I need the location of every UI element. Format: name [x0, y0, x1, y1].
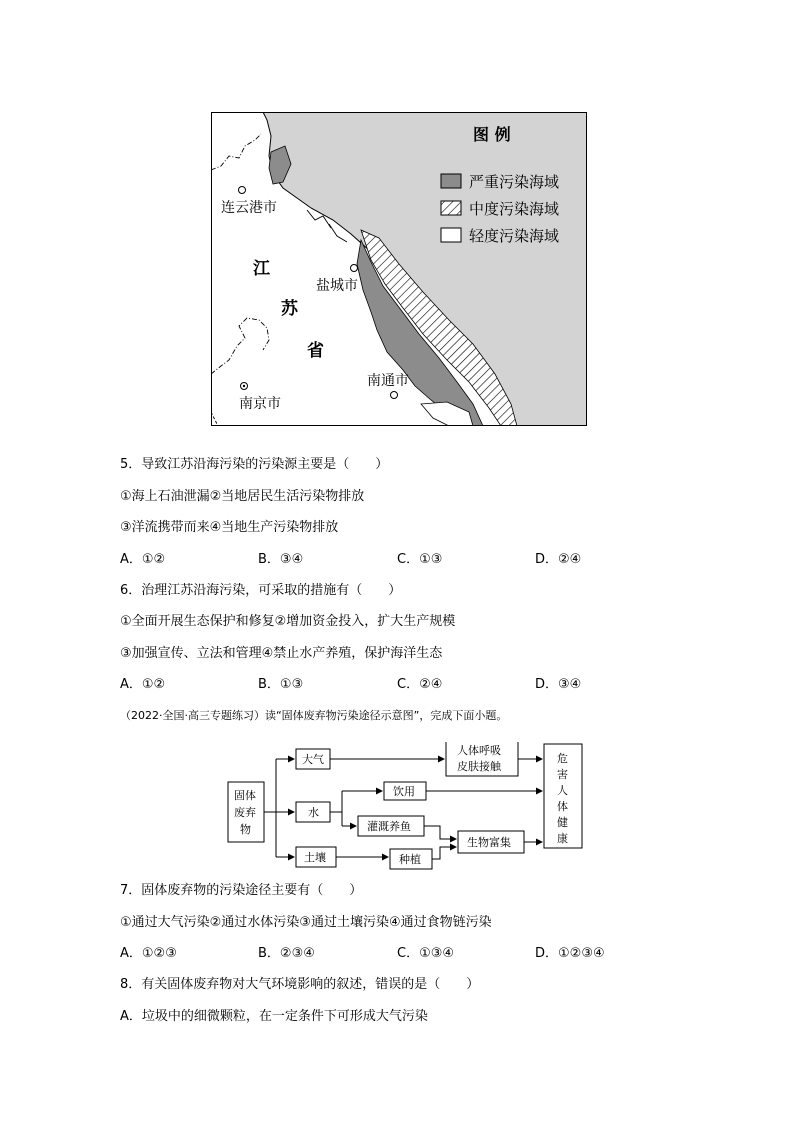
flow-label-bio: 生物富集 — [467, 836, 511, 849]
legend-swatch-light — [441, 228, 461, 242]
q7-choices-line1: ①通过大气污染②通过水体污染③通过土壤污染④通过食物链污染 — [120, 915, 492, 930]
nantong-label: 南通市 — [367, 373, 409, 389]
legend-swatch-severe — [441, 174, 461, 188]
flow-label-harm-1: 危 — [557, 752, 568, 765]
q7-option-c[interactable]: C．①③④ — [397, 946, 455, 961]
flow-label-harm-2: 害 — [557, 768, 568, 781]
province-char-1: 江 — [253, 259, 270, 279]
q6-choices-line2: ③加强宣传、立法和管理④禁止水产养殖，保护海洋生态 — [120, 646, 443, 661]
flow-label-solid-waste-2: 废弃 — [234, 806, 256, 819]
q6-stem: 6．治理江苏沿海污染，可采取的措施有（ ） — [120, 583, 402, 598]
q6-option-a[interactable]: A．①② — [120, 677, 166, 692]
flow-label-soil: 土壤 — [304, 851, 326, 864]
solid-waste-flow-diagram — [226, 742, 586, 874]
flow-label-breath-2: 皮肤接触 — [457, 760, 501, 773]
legend-label-moderate: 中度污染海域 — [469, 200, 560, 218]
flow-label-air: 大气 — [302, 753, 324, 766]
flow-label-solid-waste-3: 物 — [240, 823, 251, 836]
q5-option-c[interactable]: C．①③ — [397, 552, 443, 567]
flow-label-harm-4: 体 — [557, 800, 568, 813]
legend-label-light: 轻度污染海域 — [469, 227, 560, 245]
q8-stem: 8．有关固体废弃物对大气环境影响的叙述，错误的是（ ） — [120, 977, 480, 992]
legend-title: 图 例 — [473, 125, 511, 144]
flow-label-water: 水 — [308, 806, 319, 819]
flow-label-fish: 灌溉养鱼 — [367, 820, 411, 833]
province-char-2: 苏 — [281, 299, 298, 319]
q6-choices-line1: ①全面开展生态保护和修复②增加资金投入，扩大生产规模 — [120, 614, 456, 629]
lianyungang-label: 连云港市 — [221, 200, 277, 216]
yancheng-marker — [351, 265, 358, 272]
nantong-marker — [391, 392, 398, 399]
flow-label-harm-3: 人 — [557, 784, 568, 797]
q7-option-d[interactable]: D．①②③④ — [535, 946, 605, 961]
flow-label-solid-waste-1: 固体 — [234, 789, 256, 802]
flow-label-drink: 饮用 — [393, 785, 415, 798]
q5-stem: 5．导致江苏沿海污染的污染源主要是（ ） — [120, 457, 389, 472]
q8-option-a[interactable]: A．垃圾中的细微颗粒，在一定条件下可形成大气污染 — [120, 1009, 428, 1024]
flow-label-plant: 种植 — [399, 853, 421, 866]
pollution-map — [211, 112, 587, 426]
nanjing-label: 南京市 — [239, 396, 281, 412]
q6-option-b[interactable]: B．①③ — [258, 677, 304, 692]
q5-option-d[interactable]: D．②④ — [535, 552, 582, 567]
q7-option-b[interactable]: B．②③④ — [258, 946, 315, 961]
legend-label-severe: 严重污染海域 — [469, 173, 560, 191]
lianyungang-marker — [239, 187, 246, 194]
q5-option-b[interactable]: B．③④ — [258, 552, 304, 567]
question-source: （2022·全国·高三专题练习）读“固体废弃物污染途径示意图”，完成下面小题。 — [120, 709, 508, 722]
q5-choices-line1: ①海上石油泄漏②当地居民生活污染物排放 — [120, 489, 365, 504]
q6-option-c[interactable]: C．②④ — [397, 677, 443, 692]
yancheng-label: 盐城市 — [316, 278, 358, 294]
q5-choices-line2: ③洋流携带而来④当地生产污染物排放 — [120, 520, 339, 535]
flow-label-harm-5: 健 — [557, 816, 568, 829]
q5-option-a[interactable]: A．①② — [120, 552, 166, 567]
flow-label-breath-1: 人体呼吸 — [457, 744, 501, 757]
q7-stem: 7．固体废弃物的污染途径主要有（ ） — [120, 883, 363, 898]
flow-label-harm-6: 康 — [557, 832, 568, 845]
q6-option-d[interactable]: D．③④ — [535, 677, 582, 692]
legend-swatch-moderate — [441, 201, 461, 215]
q7-option-a[interactable]: A．①②③ — [120, 946, 177, 961]
province-char-3: 省 — [307, 341, 324, 361]
